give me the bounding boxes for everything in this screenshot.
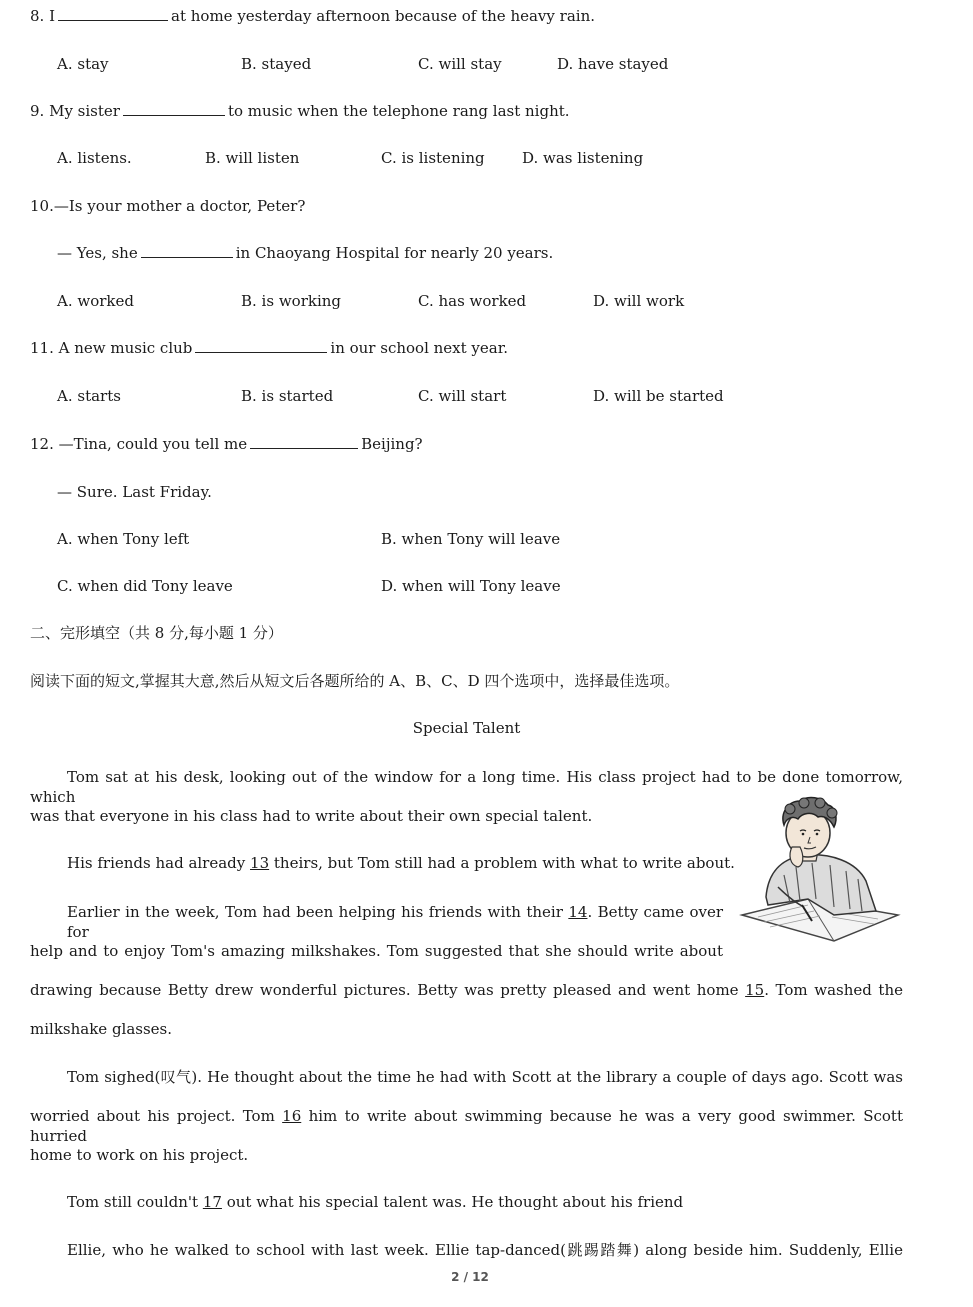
passage-p5	[67, 1192, 887, 1212]
q8-option-b: B. stayed	[241, 55, 312, 73]
passage-p4-line2	[30, 1106, 903, 1146]
blank-14: 14	[568, 903, 588, 921]
q10-stem: 10.—Is your mother a doctor, Peter?	[30, 197, 306, 215]
q8-stem	[30, 6, 595, 26]
section-instruction: 阅读下面的短文,掌握其大意,然后从短文后各题所给的 A、B、C、D 四个选项中，选择最佳选项。	[30, 672, 680, 690]
q12-stem	[30, 434, 423, 454]
passage-p2-post: theirs, but Tom still had a problem with what to write about.	[273, 854, 735, 872]
passage-p1-line2: was that everyone in his class had to write about their own special talent.	[30, 807, 593, 825]
passage-p4-l2-pre: worried about his project. Tom	[30, 1107, 275, 1125]
q11-blank	[195, 338, 327, 353]
q10-reply-pre: — Yes, she	[57, 244, 138, 262]
q12-stem-post: Beijing?	[361, 435, 423, 453]
q11-option-a: A. starts	[57, 387, 121, 405]
q12-reply: — Sure. Last Friday.	[57, 483, 212, 501]
q12-option-b: B. when Tony will leave	[381, 530, 561, 548]
passage-p2-pre: His friends had already	[67, 854, 246, 872]
q9-option-c: C. is listening	[381, 149, 485, 167]
passage-p3-l3-post: . Tom washed the	[764, 981, 903, 999]
blank-16: 16	[282, 1107, 302, 1125]
passage-title: Special Talent	[412, 719, 521, 737]
q8-option-c: C. will stay	[418, 55, 502, 73]
q10-reply-post: in Chaoyang Hospital for nearly 20 years.	[235, 244, 554, 262]
passage-p6: Ellie, who he walked to school with last week. Ellie tap-danced(跳踢踏舞) along beside him. Suddenly, Ellie	[67, 1241, 903, 1259]
blank-13: 13	[250, 854, 270, 872]
boy-at-desk-illustration	[738, 795, 906, 947]
q10-option-b: B. is working	[241, 292, 342, 310]
q9-option-a: A. listens.	[57, 149, 132, 167]
q11-option-b: B. is started	[241, 387, 334, 405]
q11-stem	[30, 338, 508, 358]
passage-p1-line1: Tom sat at his desk, looking out of the window for a long time. His class project had to be done tomorrow, which	[30, 768, 903, 806]
passage-p4-line1: Tom sighed(叹气). He thought about the time he had with Scott at the library a couple of days ago. Scott was	[67, 1068, 903, 1086]
q11-stem-pre: 11. A new music club	[30, 339, 193, 357]
q11-stem-post: in our school next year.	[330, 339, 509, 357]
q10-option-c: C. has worked	[418, 292, 527, 310]
passage-p5-pre: Tom still couldn't	[67, 1193, 199, 1211]
blank-17: 17	[202, 1193, 222, 1211]
passage-p5-post: out what his special talent was. He thought about his friend	[226, 1193, 684, 1211]
passage-p2	[67, 853, 735, 873]
q10-reply	[57, 243, 553, 263]
q12-option-a: A. when Tony left	[57, 530, 190, 548]
q11-option-d: D. will be started	[593, 387, 724, 405]
passage-p4-line3: home to work on his project.	[30, 1146, 249, 1164]
q8-option-a: A. stay	[57, 55, 109, 73]
section-heading: 二、完形填空（共 8 分,每小题 1 分）	[30, 624, 283, 642]
q8-option-d: D. have stayed	[557, 55, 669, 73]
q9-option-d: D. was listening	[522, 149, 644, 167]
passage-p3-line1	[67, 902, 723, 942]
passage-p3-line4: milkshake glasses.	[30, 1020, 173, 1038]
q10-blank	[141, 243, 233, 258]
q9-stem	[30, 101, 570, 121]
q9-stem-pre: 9. My sister	[30, 102, 120, 120]
q9-option-b: B. will listen	[205, 149, 300, 167]
passage-p3-line3	[30, 980, 903, 1000]
q8-stem-post: at home yesterday afternoon because of the heavy rain.	[171, 7, 595, 25]
blank-15: 15	[745, 981, 765, 999]
q9-blank	[123, 101, 225, 116]
passage-p3-line2: help and to enjoy Tom's amazing milkshakes. Tom suggested that she should write about	[30, 942, 723, 960]
q12-blank	[250, 434, 358, 449]
q11-option-c: C. will start	[418, 387, 507, 405]
q12-stem-pre: 12. —Tina, could you tell me	[30, 435, 248, 453]
q12-option-c: C. when did Tony leave	[57, 577, 233, 595]
q8-blank	[58, 6, 168, 21]
passage-p3-l3-pre: drawing because Betty drew wonderful pictures. Betty was pretty pleased and went home	[30, 981, 739, 999]
q10-option-a: A. worked	[57, 292, 134, 310]
q9-stem-post: to music when the telephone rang last night.	[227, 102, 570, 120]
passage-p3-l1-pre: Earlier in the week, Tom had been helping his friends with their	[67, 903, 563, 921]
q8-stem-pre: 8. I	[30, 7, 56, 25]
page-number: 2 / 12	[451, 1270, 489, 1284]
q10-option-d: D. will work	[593, 292, 685, 310]
q12-option-d: D. when will Tony leave	[381, 577, 561, 595]
passage-p4-l2-post: him to write about swimming because he was a very good swimmer. Scott hurried	[30, 1107, 903, 1145]
passage-p3-l1-post: . Betty came over for	[67, 903, 723, 941]
